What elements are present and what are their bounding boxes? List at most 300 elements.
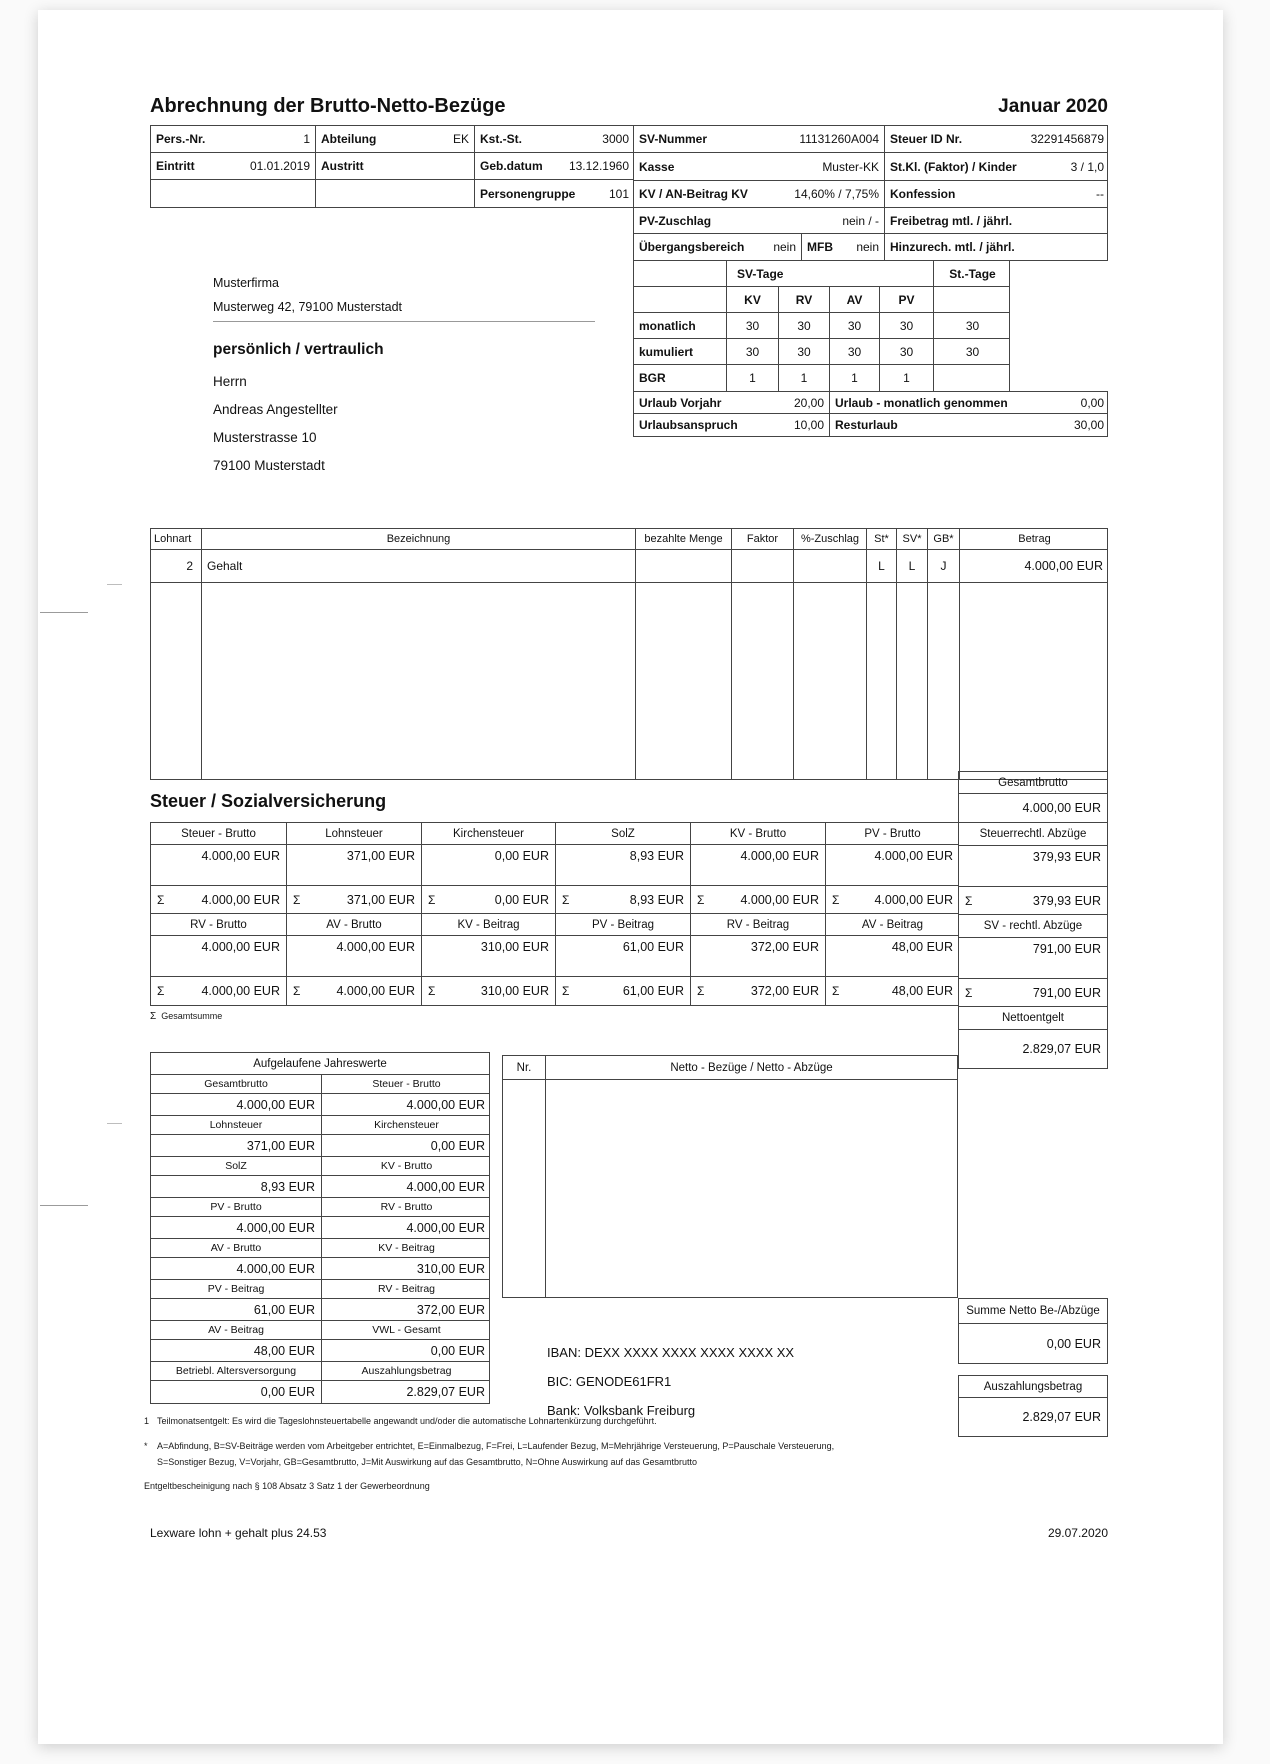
urlaub-anspruch-value: 10,00 xyxy=(793,418,824,432)
tax-band1-sums xyxy=(151,886,958,914)
wage-bezeichnung: Gehalt xyxy=(201,550,635,582)
footnote-2-cont: S=Sonstiger Bezug, V=Vorjahr, GB=Gesamtbrutto, J=Mit Auswirkung auf das Gesamtbrutto, N=Ohne Auswirkung auf das Gesamtbrutto xyxy=(157,1457,698,1467)
tax-band2-sums xyxy=(151,977,958,1005)
jw-value: 372,00 EUR xyxy=(321,1299,491,1320)
personengruppe-label: Personengruppe xyxy=(480,186,576,201)
tax-value: 371,00 EUR xyxy=(286,845,421,885)
net-sum-box xyxy=(958,1298,1108,1364)
sigma-icon: Σ xyxy=(562,984,570,998)
gesamtsumme-text: Gesamtsumme xyxy=(161,1011,223,1021)
net-items-header xyxy=(503,1056,957,1080)
info-row-2 xyxy=(151,153,633,180)
urlaub-anspruch-cell xyxy=(634,414,829,436)
jw-value: 4.000,00 EUR xyxy=(321,1217,491,1238)
empty-cell xyxy=(959,583,1109,779)
recipient-salutation: Herrn xyxy=(213,374,247,389)
geb-datum-value: 13.12.1960 xyxy=(568,159,629,173)
sum-value: 4.000,00 EUR xyxy=(201,984,280,998)
col-sv: SV* xyxy=(896,529,927,549)
urlaub-vorjahr-label: Urlaub Vorjahr xyxy=(639,395,722,410)
jw-label: KV - Brutto xyxy=(321,1157,491,1175)
pv-value: 1 xyxy=(879,365,933,391)
col-lohnart: Lohnart xyxy=(154,533,192,545)
tax-value: 4.000,00 EUR xyxy=(286,936,421,976)
av-value: 30 xyxy=(829,313,879,338)
col-av: AV xyxy=(829,287,879,312)
st-kl-cell xyxy=(884,153,1109,180)
sum-value: 4.000,00 EUR xyxy=(336,984,415,998)
mfb-value: nein xyxy=(856,240,879,254)
tax-sum xyxy=(825,886,959,913)
empty-cell xyxy=(635,583,731,779)
wage-sv: L xyxy=(896,550,927,582)
resturlaub-label: Resturlaub xyxy=(835,418,898,432)
col-kv: KV xyxy=(726,287,778,312)
confidential-note: persönlich / vertraulich xyxy=(213,341,384,358)
jw-label: VWL - Gesamt xyxy=(321,1321,491,1339)
jw-label: AV - Beitrag xyxy=(208,1324,264,1336)
empty-cell xyxy=(151,583,201,779)
iban-line: IBAN: DEXX XXXX XXXX XXXX XXXX XX xyxy=(547,1345,795,1360)
tax-header: KV - Brutto xyxy=(690,823,825,844)
sv-abzuege-label: SV - rechtl. Abzüge xyxy=(959,915,1107,938)
gesamtsumme-note xyxy=(150,1011,222,1022)
av-value: 30 xyxy=(829,339,879,364)
st-kl-label: St.Kl. (Faktor) / Kinder xyxy=(890,159,1017,174)
payout-box xyxy=(958,1375,1108,1437)
wage-item-row xyxy=(151,550,1107,583)
jw-value-row xyxy=(151,1176,489,1198)
recipient-city: 79100 Musterstadt xyxy=(213,458,325,473)
sigma-icon: Σ xyxy=(428,892,436,907)
recipient-street: Musterstrasse 10 xyxy=(213,430,317,445)
sigma-icon: Σ xyxy=(157,984,165,998)
sum-value: 8,93 EUR xyxy=(629,892,684,907)
col-betrag: Betrag xyxy=(959,529,1109,549)
tax-value: 310,00 EUR xyxy=(421,936,555,976)
footnote-1 xyxy=(144,1416,657,1427)
jw-value-row xyxy=(151,1094,489,1116)
urlaub-genommen-label: Urlaub - monatlich genommen xyxy=(835,395,1008,410)
pers-nr-label: Pers.-Nr. xyxy=(156,132,206,146)
abteilung-label: Abteilung xyxy=(321,132,377,146)
net-sum-label: Summe Netto Be-/Abzüge xyxy=(959,1299,1107,1324)
tax-section-title: Steuer / Sozialversicherung xyxy=(150,791,387,811)
resturlaub-cell xyxy=(829,414,1109,436)
wage-gb: J xyxy=(927,550,959,582)
sv-abzuege-sum xyxy=(959,979,1107,1007)
tax-value: 372,00 EUR xyxy=(690,936,825,976)
wage-menge xyxy=(635,550,731,582)
urlaub-vorjahr-cell xyxy=(634,392,829,413)
jw-label-row xyxy=(151,1198,489,1217)
urlaub-row-2 xyxy=(633,414,1108,437)
sigma-icon: Σ xyxy=(562,892,570,907)
steuer-id-cell xyxy=(884,126,1109,152)
sigma-icon: Σ xyxy=(293,984,301,998)
insurance-info-box xyxy=(633,125,1108,437)
austritt-cell xyxy=(315,153,474,179)
empty-cell xyxy=(793,583,866,779)
jw-label: RV - Beitrag xyxy=(321,1280,491,1298)
jw-value: 4.000,00 EUR xyxy=(321,1176,491,1197)
bank-line: Bank: Volksbank Freiburg xyxy=(547,1403,696,1418)
sum-value: 379,93 EUR xyxy=(1032,893,1101,908)
resturlaub-value: 30,00 xyxy=(1073,418,1104,432)
fold-mark xyxy=(107,584,122,585)
sender-firm: Musterfirma xyxy=(213,276,279,290)
sender-address: Musterweg 42, 79100 Musterstadt xyxy=(213,300,402,314)
jw-label-row xyxy=(151,1116,489,1135)
kv-beitrag-value: 14,60% / 7,75% xyxy=(794,187,879,201)
rv-value: 1 xyxy=(778,365,829,391)
eintritt-cell xyxy=(151,153,315,179)
tax-sum xyxy=(690,977,825,1005)
jw-label: PV - Beitrag xyxy=(207,1283,265,1295)
st-value: 30 xyxy=(933,313,1011,338)
tax-band2-values xyxy=(151,936,958,977)
sigma-icon: Σ xyxy=(150,1011,157,1022)
jw-value: 4.000,00 EUR xyxy=(236,1220,315,1235)
tax-header: PV - Brutto xyxy=(825,823,959,844)
payout-value: 2.829,07 EUR xyxy=(1022,1410,1101,1424)
page-title: Abrechnung der Brutto-Netto-Bezüge xyxy=(150,95,506,117)
wage-nr: 2 xyxy=(186,559,193,573)
tax-header: RV - Beitrag xyxy=(690,914,825,935)
eintritt-value: 01.01.2019 xyxy=(249,159,310,173)
tax-header: SolZ xyxy=(555,823,690,844)
wage-items-table xyxy=(150,528,1108,780)
tax-header: AV - Brutto xyxy=(286,914,421,935)
uebergang-cell xyxy=(634,234,801,260)
sum-value: 61,00 EUR xyxy=(622,984,684,998)
col-gb: GB* xyxy=(927,529,959,549)
pv-value: 30 xyxy=(879,313,933,338)
sv-nummer-value: 11131260A004 xyxy=(799,132,879,146)
sv-tage-row-kumuliert xyxy=(633,339,1010,365)
tax-value: 8,93 EUR xyxy=(555,845,690,885)
totals-column xyxy=(958,771,1108,1069)
col-bezeichnung: Bezeichnung xyxy=(201,529,635,549)
uebergang-label: Übergangsbereich xyxy=(639,240,745,254)
empty-cell xyxy=(634,287,726,312)
empty-cell xyxy=(927,583,959,779)
sum-value: 791,00 EUR xyxy=(1032,985,1101,1000)
rv-value: 30 xyxy=(778,313,829,338)
wage-zuschlag xyxy=(793,550,866,582)
tax-value: 4.000,00 EUR xyxy=(825,845,959,885)
pv-zuschlag-cell xyxy=(634,208,884,233)
steuer-abzuege-label: Steuerrechtl. Abzüge xyxy=(959,823,1107,846)
sigma-icon: Σ xyxy=(697,984,705,998)
col-pv: PV xyxy=(879,287,933,312)
fold-mark xyxy=(40,1205,88,1206)
jw-value: 4.000,00 EUR xyxy=(236,1261,315,1276)
konfession-value: -- xyxy=(1096,187,1104,201)
tax-value: 61,00 EUR xyxy=(555,936,690,976)
urlaub-anspruch-label: Urlaubsanspruch xyxy=(639,418,738,432)
jw-label-row xyxy=(151,1280,489,1299)
empty-cell xyxy=(896,583,927,779)
sender-underline xyxy=(213,321,595,322)
wage-faktor xyxy=(731,550,793,582)
tax-header: Kirchensteuer xyxy=(421,823,555,844)
tax-value: 4.000,00 EUR xyxy=(201,849,280,863)
kasse-value: Muster-KK xyxy=(822,159,879,174)
sv-tage-cols-row xyxy=(633,287,1010,313)
sigma-icon: Σ xyxy=(428,984,436,998)
tax-sum xyxy=(151,977,286,1005)
tax-value: 0,00 EUR xyxy=(421,845,555,885)
pv-zuschlag-label: PV-Zuschlag xyxy=(639,213,712,228)
software-version: Lexware lohn + gehalt plus 24.53 xyxy=(150,1526,327,1540)
urlaub-row-1 xyxy=(633,391,1108,414)
austritt-label: Austritt xyxy=(321,159,364,173)
net-items-table xyxy=(502,1055,958,1298)
pers-nr-cell xyxy=(151,126,315,152)
pv-value: 30 xyxy=(879,339,933,364)
jw-label: PV - Brutto xyxy=(210,1201,262,1213)
kst-st-value: 3000 xyxy=(602,132,629,146)
jw-value-row xyxy=(151,1135,489,1157)
sv-tage-row-bgr xyxy=(633,365,1010,391)
jw-label: SolZ xyxy=(225,1160,247,1172)
info-row-3 xyxy=(151,180,633,207)
pv-zuschlag-row xyxy=(633,208,1108,234)
jw-label: KV - Beitrag xyxy=(321,1239,491,1257)
footnote-marker: * xyxy=(144,1441,148,1451)
pers-nr-value: 1 xyxy=(303,132,310,146)
payout-label: Auszahlungsbetrag xyxy=(959,1376,1107,1398)
tax-value: 4.000,00 EUR xyxy=(690,845,825,885)
info-row-1 xyxy=(151,126,633,153)
mfb-cell xyxy=(801,234,884,260)
jw-label: Kirchensteuer xyxy=(321,1116,491,1134)
st-value xyxy=(933,365,1011,391)
pv-zuschlag-value: nein / - xyxy=(842,213,879,228)
empty-cell xyxy=(201,583,635,779)
konfession-label: Konfession xyxy=(890,187,956,201)
gesamtbrutto-value: 4.000,00 EUR xyxy=(959,794,1107,823)
fold-mark xyxy=(107,1123,122,1124)
kv-beitrag-label: KV / AN-Beitrag KV xyxy=(639,187,748,201)
sigma-icon: Σ xyxy=(697,892,705,907)
sv-abzuege-value: 791,00 EUR xyxy=(959,938,1107,979)
net-sum-value: 0,00 EUR xyxy=(1046,1336,1101,1351)
wage-betrag: 4.000,00 EUR xyxy=(959,550,1109,582)
bank-details xyxy=(547,1338,794,1425)
tax-sum xyxy=(690,886,825,913)
st-tage-title: St.-Tage xyxy=(933,261,1011,286)
tax-value: 4.000,00 EUR xyxy=(201,940,280,954)
col-rv: RV xyxy=(778,287,829,312)
abteilung-value: EK xyxy=(452,132,469,146)
konfession-cell xyxy=(884,181,1109,207)
jw-label: Lohnsteuer xyxy=(209,1119,263,1131)
tax-header: PV - Beitrag xyxy=(555,914,690,935)
sigma-icon: Σ xyxy=(832,892,840,907)
fold-mark xyxy=(40,612,88,613)
sv-tage-title: SV-Tage xyxy=(726,261,933,286)
tax-band1-headers xyxy=(151,823,958,845)
eintritt-label: Eintritt xyxy=(156,159,195,173)
wage-st: L xyxy=(866,550,896,582)
tax-header: RV - Brutto xyxy=(190,918,247,931)
jw-label: Steuer - Brutto xyxy=(321,1075,491,1093)
empty-cell xyxy=(866,583,896,779)
jw-label-row xyxy=(151,1362,489,1381)
nettoentgelt-label: Nettoentgelt xyxy=(959,1007,1107,1030)
bic-line: BIC: GENODE61FR1 xyxy=(547,1374,672,1389)
tax-sum xyxy=(421,977,555,1005)
wage-items-empty-body xyxy=(151,583,1107,779)
col-st: St* xyxy=(866,529,896,549)
row-label: monatlich xyxy=(639,318,696,333)
sv-nummer-cell xyxy=(634,126,884,152)
sum-value: 372,00 EUR xyxy=(750,984,819,998)
mfb-label: MFB xyxy=(807,240,833,254)
geb-datum-label: Geb.datum xyxy=(480,159,543,173)
tax-band2-headers xyxy=(151,914,958,936)
freibetrag-cell xyxy=(884,208,1109,233)
col-zuschlag: %-Zuschlag xyxy=(793,529,866,549)
sigma-icon: Σ xyxy=(965,985,973,1000)
footnote-text: Teilmonatsentgelt: Es wird die Tageslohnsteuertabelle angewandt und/oder die automatische Lohnartenkürzung durchgeführt. xyxy=(157,1416,657,1426)
steuer-abzuege-sum xyxy=(959,887,1107,915)
kasse-label: Kasse xyxy=(639,159,675,174)
print-date: 29.07.2020 xyxy=(1047,1526,1108,1540)
steuer-id-value: 32291456879 xyxy=(1030,132,1104,146)
col-faktor: Faktor xyxy=(731,529,793,549)
sum-value: 4.000,00 EUR xyxy=(201,892,280,907)
tax-header: Lohnsteuer xyxy=(286,823,421,844)
kasse-row xyxy=(633,153,1108,181)
period-label: Januar 2020 xyxy=(998,96,1108,117)
kv-value: 30 xyxy=(726,339,778,364)
urlaub-vorjahr-value: 20,00 xyxy=(793,395,824,410)
urlaub-genommen-cell xyxy=(829,392,1109,413)
jw-value: 8,93 EUR xyxy=(260,1179,315,1194)
jw-value: 61,00 EUR xyxy=(253,1302,315,1317)
jw-label-row xyxy=(151,1321,489,1340)
net-items-empty-body xyxy=(503,1080,957,1297)
nettoentgelt-value: 2.829,07 EUR xyxy=(1022,1042,1101,1056)
empty-cell xyxy=(315,180,474,207)
empty-cell xyxy=(634,261,726,286)
sv-tage-row-monatlich xyxy=(633,313,1010,339)
empty-cell xyxy=(503,1080,546,1297)
jw-value-row xyxy=(151,1340,489,1362)
hinzurech-cell xyxy=(884,234,1109,260)
gesamtbrutto-label: Gesamtbrutto xyxy=(959,772,1107,794)
jw-label-row xyxy=(151,1239,489,1258)
empty-cell xyxy=(933,287,1011,312)
uebergang-row xyxy=(633,234,1108,261)
jw-value: 48,00 EUR xyxy=(253,1343,315,1358)
recipient-name: Andreas Angestellter xyxy=(213,402,338,417)
steuer-abzuege-value: 379,93 EUR xyxy=(959,846,1107,887)
yearly-values-table xyxy=(150,1052,490,1404)
tax-sum xyxy=(151,886,286,913)
abteilung-cell xyxy=(315,126,474,152)
tax-value: 48,00 EUR xyxy=(825,936,959,976)
jw-label: RV - Brutto xyxy=(321,1198,491,1216)
jw-value: 0,00 EUR xyxy=(321,1340,491,1361)
jw-value-row xyxy=(151,1258,489,1280)
tax-sum xyxy=(555,886,690,913)
sigma-icon: Σ xyxy=(293,892,301,907)
jw-value-row xyxy=(151,1217,489,1239)
wage-items-header xyxy=(151,529,1107,550)
footnote-2 xyxy=(144,1441,834,1452)
kst-st-cell xyxy=(474,126,634,152)
jw-value: 4.000,00 EUR xyxy=(321,1094,491,1115)
tax-header: AV - Beitrag xyxy=(825,914,959,935)
jw-label: Gesamtbrutto xyxy=(204,1078,268,1090)
sum-value: 0,00 EUR xyxy=(494,892,549,907)
sum-value: 48,00 EUR xyxy=(891,984,953,998)
geb-datum-cell xyxy=(474,153,634,179)
empty-cell xyxy=(731,583,793,779)
personengruppe-cell xyxy=(474,180,634,207)
sv-nummer-row xyxy=(633,125,1108,153)
footnote-text: A=Abfindung, B=SV-Beiträge werden vom Arbeitgeber entrichtet, E=Einmalbezug, F=Frei, L=Laufender Bezug, M=Mehrjährige Versteuerung, P=Pauschale Versteuerung, xyxy=(157,1441,835,1451)
jw-label-row xyxy=(151,1157,489,1176)
kv-value: 30 xyxy=(726,313,778,338)
st-value: 30 xyxy=(933,339,1011,364)
rv-value: 30 xyxy=(778,339,829,364)
jw-value: 310,00 EUR xyxy=(321,1258,491,1279)
tax-sum xyxy=(421,886,555,913)
kasse-cell xyxy=(634,153,884,180)
jw-label: Betriebl. Altersversorgung xyxy=(175,1365,297,1377)
sigma-icon: Σ xyxy=(965,893,973,908)
sv-tage-header-row xyxy=(633,261,1010,287)
payslip-page xyxy=(38,10,1223,1744)
col-nr: Nr. xyxy=(503,1056,546,1079)
urlaub-genommen-value: 0,00 xyxy=(1080,395,1104,410)
jw-value: 0,00 EUR xyxy=(321,1135,491,1156)
hinzurech-label: Hinzurech. mtl. / jährl. xyxy=(890,240,1015,254)
steuer-id-label: Steuer ID Nr. xyxy=(890,132,963,146)
personengruppe-value: 101 xyxy=(608,186,629,201)
freibetrag-label: Freibetrag mtl. / jährl. xyxy=(890,213,1013,228)
tax-header: KV - Beitrag xyxy=(421,914,555,935)
jw-label-row xyxy=(151,1075,489,1094)
footnote-marker: 1 xyxy=(144,1416,150,1426)
col-netto: Netto - Bezüge / Netto - Abzüge xyxy=(670,1061,833,1074)
sigma-icon: Σ xyxy=(832,984,840,998)
col-menge: bezahlte Menge xyxy=(635,529,731,549)
employee-info-box xyxy=(150,125,633,208)
jw-value-row xyxy=(151,1381,489,1403)
tax-table xyxy=(150,822,958,1006)
tax-band1-values xyxy=(151,845,958,886)
uebergang-value: nein xyxy=(773,240,796,254)
tax-header: Steuer - Brutto xyxy=(181,827,256,840)
footnote-3: Entgeltbescheinigung nach § 108 Absatz 3 Satz 1 der Gewerbeordnung xyxy=(144,1481,430,1491)
sigma-icon: Σ xyxy=(157,892,165,907)
sv-nummer-label: SV-Nummer xyxy=(639,132,708,146)
yearly-values-title: Aufgelaufene Jahreswerte xyxy=(151,1053,489,1075)
kv-beitrag-cell xyxy=(634,181,884,207)
sum-value: 4.000,00 EUR xyxy=(874,892,953,907)
st-kl-value: 3 / 1,0 xyxy=(1070,159,1104,174)
empty-cell xyxy=(151,180,315,207)
av-value: 1 xyxy=(829,365,879,391)
jw-value: 4.000,00 EUR xyxy=(236,1097,315,1112)
jw-value: 0,00 EUR xyxy=(260,1385,315,1399)
